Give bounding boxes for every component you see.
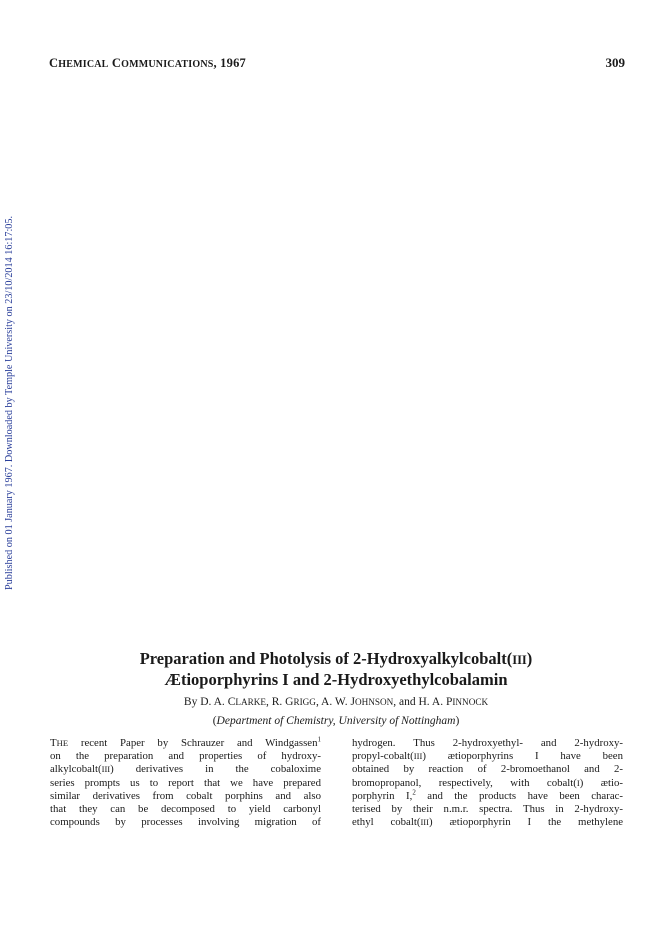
page-number: 309	[605, 55, 625, 70]
title-line-1-main: Preparation and Photolysis of 2-Hydroxyalkylcobalt(	[139, 649, 513, 668]
body-right-line-7	[352, 816, 623, 829]
body-left-line-7: compounds by processes involving migration of	[50, 816, 321, 829]
body-right-line-7-b: ) ætioporphyrin I the methylene	[429, 816, 624, 829]
author-1-cap: C	[227, 696, 236, 708]
body-left-line-3	[50, 763, 321, 776]
affiliation-open: (	[212, 715, 217, 727]
body-left-line-1	[50, 737, 321, 750]
author-1-small: LARKE	[235, 697, 266, 707]
affiliation-close: )	[455, 715, 460, 727]
author-line	[0, 695, 672, 710]
author-4-small: INNOCK	[452, 697, 489, 707]
author-2-small: RIGG	[293, 697, 316, 707]
body-right-line-4	[352, 777, 623, 790]
body-right-line-2	[352, 750, 623, 763]
author-3-small: OHNSON	[354, 697, 394, 707]
body-right-line-5-a: porphyrin I,	[352, 789, 413, 802]
journal-cap-2: C	[111, 56, 122, 70]
body-right-line-4-sc: I	[576, 777, 580, 788]
body-left-line-4: series prompts us to report that we have prepared	[50, 776, 321, 789]
authors-by: By D. A.	[183, 696, 228, 708]
title-line-1-smallcaps: III	[512, 653, 527, 667]
title-line-1-end: )	[526, 649, 533, 668]
body-left-line-1-text: recent Paper by Schrauzer and Windgassen	[68, 737, 318, 749]
article-heading	[0, 649, 672, 729]
body-left-line-5: similar derivatives from cobalt porphins and also	[50, 789, 321, 802]
author-2-cap: G	[285, 696, 294, 708]
body-left-line-3-b: ) derivatives in the cobaloxime	[110, 763, 321, 776]
body-column-left	[50, 737, 321, 829]
article-title-line-2: Ætioporphyrins I and 2-Hydroxyethylcobalamin	[164, 670, 508, 689]
body-left-line-6: that they can be decomposed to yield carbonyl	[50, 802, 321, 815]
body-right-line-3: obtained by reaction of 2-bromoethanol and 2-	[352, 763, 623, 776]
affiliation	[0, 714, 672, 729]
body-right-line-5	[352, 790, 623, 803]
article-title-line-1	[0, 649, 672, 670]
affiliation-text: Department of Chemistry, University of Nottingham	[216, 715, 456, 727]
body-right-line-4-b: ) ætio-	[579, 776, 623, 789]
body-right-line-7-sc: III	[420, 817, 430, 828]
journal-cap-1: C	[49, 56, 59, 70]
body-right-line-1: hydrogen. Thus 2-hydroxyethyl- and 2-hydroxy-	[352, 737, 623, 749]
body-right-line-2-a: propyl-cobalt(	[352, 750, 414, 763]
body-left-line-2: on the preparation and properties of hydroxy-	[50, 750, 321, 763]
body-left-smallcap-initial: T	[50, 737, 57, 749]
journal-year: , 1967	[213, 56, 246, 70]
authors-sep-2: , A. W.	[315, 696, 351, 708]
journal-header	[49, 56, 246, 71]
authors-sep-3: , and H. A.	[393, 696, 446, 708]
body-right-line-5-b: and the products have been charac-	[415, 789, 623, 802]
body-column-right	[352, 737, 623, 829]
journal-small-2: OMMUNICATIONS	[121, 59, 214, 70]
body-left-smallcap-rest: HE	[56, 738, 69, 748]
body-left-line-3-sc: III	[101, 764, 111, 775]
author-3-cap: J	[350, 696, 355, 708]
download-watermark-link[interactable]: Published on 01 January 1967. Downloaded by Temple University on 23/10/2014 16:17:05.	[4, 215, 15, 590]
authors-sep-1: , R.	[265, 696, 286, 708]
body-right-line-7-a: ethyl cobalt(	[352, 816, 421, 829]
author-4-cap: P	[445, 696, 453, 708]
footnote-ref-1: 1	[317, 735, 321, 744]
footnote-ref-2: 2	[412, 788, 416, 797]
body-left-line-3-a: alkylcobalt(	[50, 763, 102, 776]
body-right-line-2-b: ) ætioporphyrins I have been	[422, 750, 623, 763]
body-right-line-4-a: bromopropanol, respectively, with cobalt(	[352, 776, 577, 789]
body-right-line-2-sc: III	[413, 751, 423, 762]
journal-small-1: HEMICAL	[58, 59, 109, 70]
body-right-line-6: terised by their n.m.r. spectra. Thus in 2-hydroxy-	[352, 802, 623, 815]
